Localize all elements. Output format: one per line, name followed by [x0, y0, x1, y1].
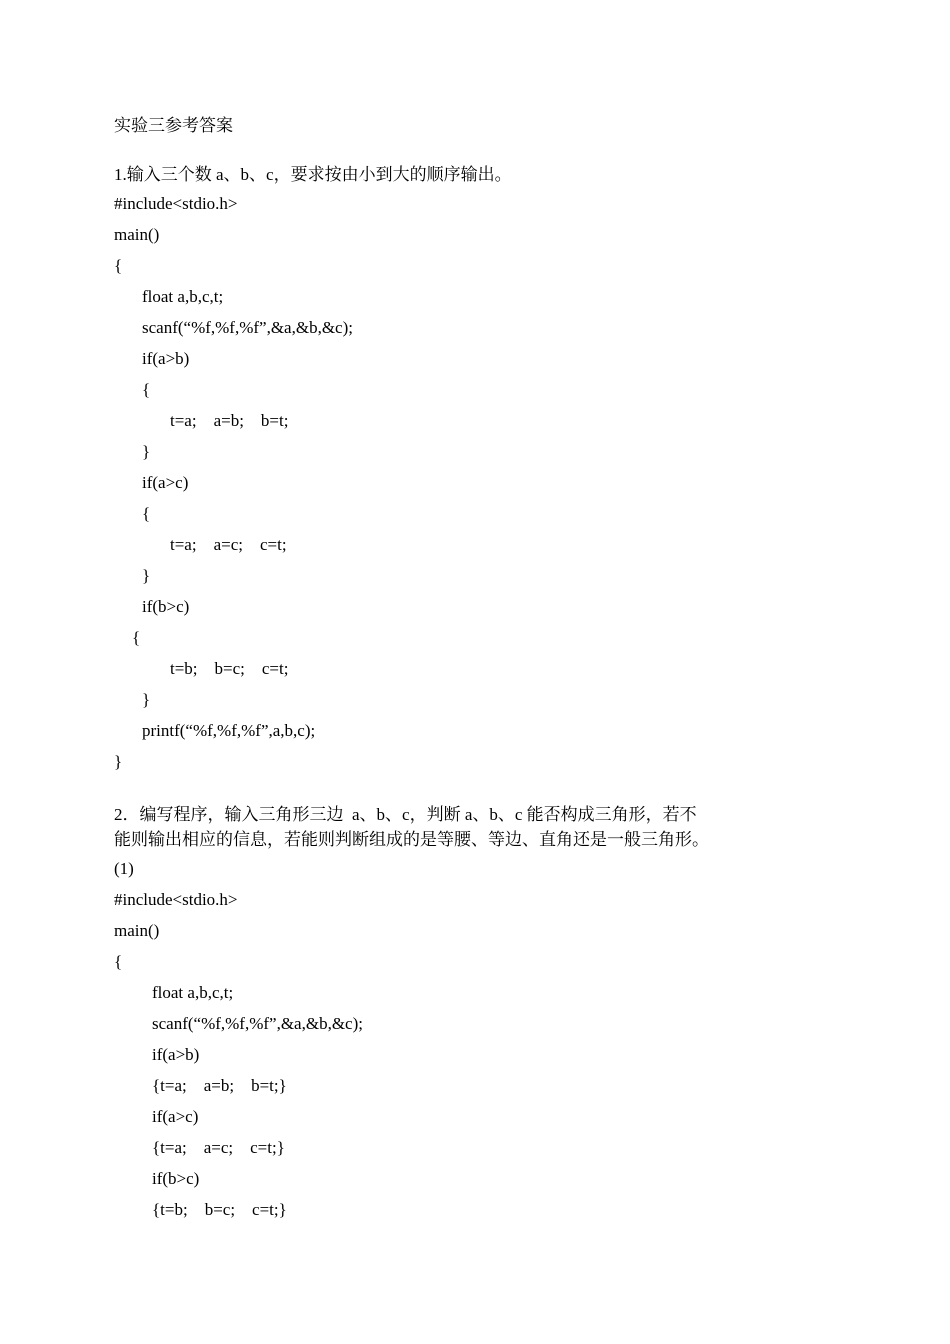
code-line: t=a; a=b; b=t;	[170, 411, 289, 430]
code-line: {	[114, 256, 123, 275]
code-line: {t=a; a=c; c=t;}	[152, 1138, 285, 1157]
q1-heading: 1.输入三个数 a、b、c，要求按由小到大的顺序输出。	[114, 165, 512, 184]
code-line: }	[142, 690, 151, 709]
code-line: if(a>c)	[152, 1107, 199, 1126]
code-line: {	[142, 504, 151, 523]
code-line: }	[142, 442, 151, 461]
q2-sub-label: (1)	[114, 859, 134, 878]
code-line: if(b>c)	[152, 1169, 200, 1188]
code-line: float a,b,c,t;	[152, 983, 234, 1002]
code-line: if(a>b)	[152, 1045, 200, 1064]
q2-heading-line1: 2．编写程序，输入三角形三边 a、b、c，判断 a、b、c 能否构成三角形，若不	[114, 805, 697, 824]
doc-title: 实验三参考答案	[114, 116, 233, 135]
code-line: scanf(“%f,%f,%f”,&a,&b,&c);	[152, 1014, 363, 1033]
code-line: if(b>c)	[142, 597, 190, 616]
code-line: #include<stdio.h>	[114, 194, 238, 213]
code-line: t=b; b=c; c=t;	[170, 659, 289, 678]
code-line: {	[142, 380, 151, 399]
code-line: }	[114, 752, 123, 771]
code-line: main()	[114, 921, 160, 940]
code-line: {	[132, 628, 141, 647]
code-line: scanf(“%f,%f,%f”,&a,&b,&c);	[142, 318, 353, 337]
code-line: printf(“%f,%f,%f”,a,b,c);	[142, 721, 316, 740]
code-line: {t=a; a=b; b=t;}	[152, 1076, 287, 1095]
code-line: main()	[114, 225, 160, 244]
code-line: t=a; a=c; c=t;	[170, 535, 287, 554]
code-line: }	[142, 566, 151, 585]
code-line: #include<stdio.h>	[114, 890, 238, 909]
code-line: if(a>c)	[142, 473, 189, 492]
code-line: {	[114, 952, 123, 971]
code-line: {t=b; b=c; c=t;}	[152, 1200, 287, 1219]
code-line: float a,b,c,t;	[142, 287, 224, 306]
code-line: if(a>b)	[142, 349, 190, 368]
q2-heading-line2: 能则输出相应的信息，若能则判断组成的是等腰、等边、直角还是一般三角形。	[114, 830, 709, 849]
